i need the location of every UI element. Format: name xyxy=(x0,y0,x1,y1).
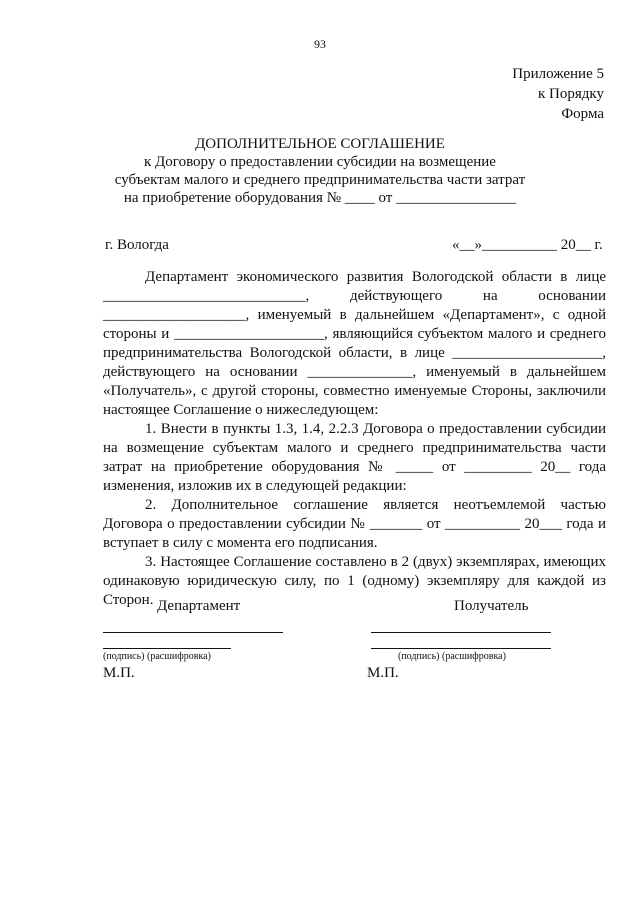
agreement-date: «__»__________ 20__ г. xyxy=(452,237,603,253)
signature-caption-left: (подпись) (расшифровка) xyxy=(103,651,211,662)
signature-title-left: Департамент xyxy=(157,598,241,614)
appendix-line: Форма xyxy=(561,106,604,122)
intro-paragraph: Департамент экономического развития Вологодской области в лице ___________________________, действующего на основании ___________________, именуемый в дальнейшем «Департамент», с одной стороны и ____________________, являющийся субъектом малого и среднего предпринимательства Вологодской области, в лице ____________________, действующего на основании ______________, именуемый в дальнейшем «Получатель», с другой стороны, совместно именуемые Стороны, заключили настоящее Соглашение о нижеследующем: xyxy=(103,269,606,418)
city: г. Вологда xyxy=(105,237,169,253)
page-number: 93 xyxy=(314,37,326,51)
title-line: к Договору о предоставлении субсидии на возмещение xyxy=(144,154,496,170)
signature-title-right: Получатель xyxy=(454,598,529,614)
appendix-block xyxy=(512,64,604,124)
appendix-line: Приложение 5 xyxy=(512,66,604,82)
title-heading: ДОПОЛНИТЕЛЬНОЕ СОГЛАШЕНИЕ xyxy=(195,136,445,152)
item-1: 1. Внести в пункты 1.3, 1.4, 2.2.3 Договора о предоставлении субсидии на возмещение субъектам малого и среднего предпринимательства части затрат на приобретение оборудования № _____ от _________ 20__ года изменения, изложив их в следующей редакции: xyxy=(103,421,606,494)
signature-line-left xyxy=(103,632,283,633)
seal-left: М.П. xyxy=(103,665,135,681)
title-line: на приобретение оборудования № ____ от ________________ xyxy=(123,190,517,206)
decoding-line-right xyxy=(371,648,551,649)
seal-right: М.П. xyxy=(367,665,399,681)
signature-line-right xyxy=(371,632,551,633)
signature-caption-right: (подпись) (расшифровка) xyxy=(398,651,506,662)
agreement-body xyxy=(103,268,606,610)
item-2: 2. Дополнительное соглашение является неотъемлемой частью Договора о предоставлении субсидии № _______ от __________ 20___ года и вступает в силу с момента его подписания. xyxy=(103,497,606,551)
title-line: субъектам малого и среднего предпринимательства части затрат xyxy=(114,172,526,188)
decoding-line-left xyxy=(103,648,231,649)
document-title xyxy=(0,135,640,207)
item-3: 3. Настоящее Соглашение составлено в 2 (двух) экземплярах, имеющих одинаковую юридическую силу, по 1 (одному) экземпляру для каждой из Сторон. xyxy=(103,554,606,608)
appendix-line: к Порядку xyxy=(538,86,604,102)
